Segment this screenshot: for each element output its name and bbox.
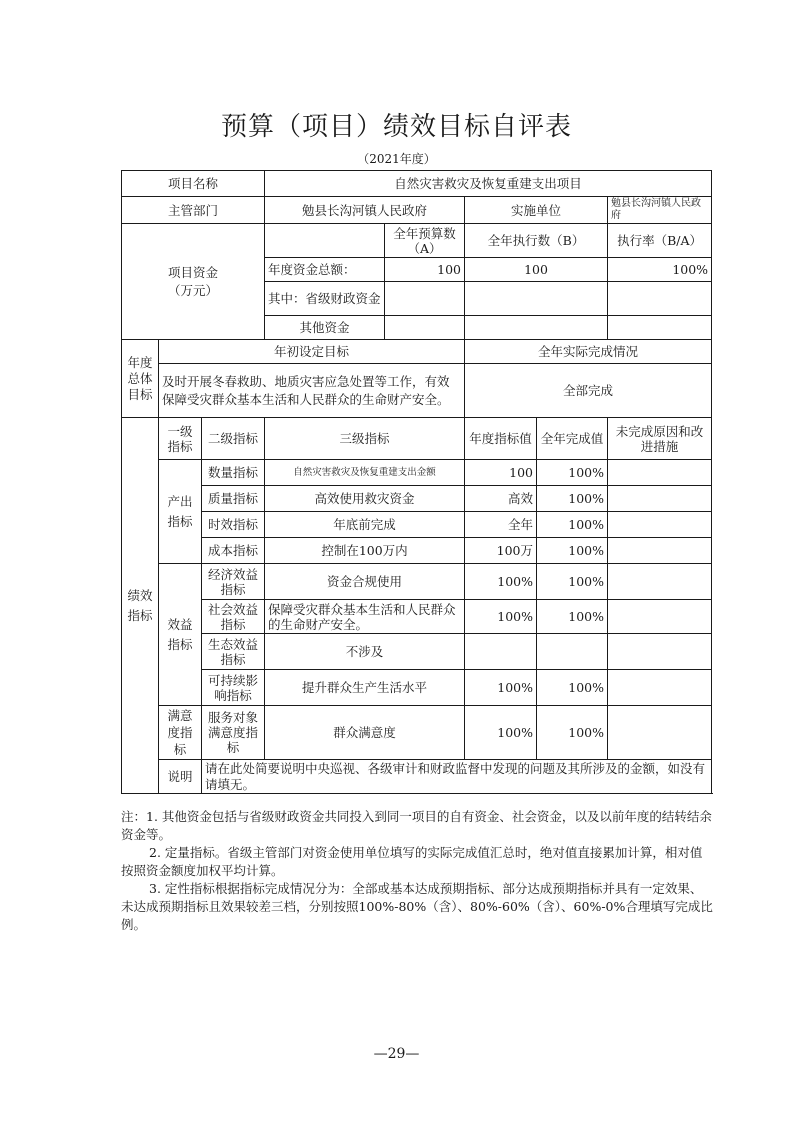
output-l3: 高效使用救灾资金	[265, 486, 465, 512]
row-explanation	[122, 760, 712, 794]
other-budget	[385, 316, 465, 340]
annual-set-header: 年初设定目标	[159, 340, 465, 364]
satisfaction-annual: 100%	[465, 706, 537, 760]
annual-goal-label: 年度总体目标	[122, 340, 159, 418]
output-reason	[608, 486, 712, 512]
other-rate	[608, 316, 712, 340]
table-row	[122, 486, 712, 512]
output-reason	[608, 512, 712, 538]
benefit-annual	[465, 634, 537, 670]
output-reason	[608, 460, 712, 486]
output-l3: 自然灾害救灾及恢复重建支出金额	[265, 460, 465, 486]
output-l3: 控制在100万内	[265, 538, 465, 564]
benefit-l3: 资金合规使用	[265, 564, 465, 600]
satisfaction-reason	[608, 706, 712, 760]
benefit-annual: 100%	[465, 600, 537, 634]
benefit-l3: 不涉及	[265, 634, 465, 670]
exec-header: 全年执行数（B）	[465, 224, 608, 258]
table-row	[122, 634, 712, 670]
output-l3: 年底前完成	[265, 512, 465, 538]
benefit-l2: 经济效益指标	[202, 564, 265, 600]
output-annual: 高效	[465, 486, 537, 512]
output-indicator-label: 产出指标	[159, 460, 202, 564]
note-2: 2. 定量指标。省级主管部门对资金使用单位填写的实际完成值汇总时，绝对值直接累加计算，相对值按照资金额度加权平均计算。	[121, 845, 703, 878]
impl-unit-value: 勉县长沟河镇人民政府	[608, 197, 712, 224]
explain-label: 说明	[159, 760, 202, 794]
table-row	[122, 512, 712, 538]
funds-blank	[265, 224, 385, 258]
indicator-section-label: 绩效指标	[122, 418, 159, 794]
output-actual: 100%	[537, 538, 608, 564]
table-row	[122, 600, 712, 634]
total-label: 年度资金总额：	[265, 258, 385, 282]
annual-actual-text: 全部完成	[465, 364, 712, 418]
evaluation-table	[121, 170, 712, 794]
satisfaction-indicator-label: 满意度指标	[159, 706, 202, 760]
output-annual: 100	[465, 460, 537, 486]
provincial-exec	[465, 282, 608, 316]
table-row	[122, 460, 712, 486]
rate-header: 执行率（B/A）	[608, 224, 712, 258]
benefit-actual	[537, 634, 608, 670]
total-budget: 100	[385, 258, 465, 282]
dept-label: 主管部门	[122, 197, 265, 224]
total-exec: 100	[465, 258, 608, 282]
benefit-reason	[608, 670, 712, 706]
annual-set-text: 及时开展冬春救助、地质灾害应急处置等工作，有效保障受灾群众基本生活和人民群众的生命财产安全。	[159, 364, 465, 418]
benefit-l2: 社会效益指标	[202, 600, 265, 634]
benefit-actual: 100%	[537, 564, 608, 600]
benefit-l2: 可持续影响指标	[202, 670, 265, 706]
project-name-label: 项目名称	[122, 171, 265, 197]
provincial-rate	[608, 282, 712, 316]
total-rate: 100%	[608, 258, 712, 282]
annual-value-header: 年度指标值	[465, 418, 537, 460]
satisfaction-l3: 群众满意度	[265, 706, 465, 760]
row-annual-content	[122, 364, 712, 418]
note-3: 3. 定性指标根据指标完成情况分为：全部或基本达成预期指标、部分达成预期指标并具有一定效果、未达成预期指标且效果较差三档，分别按照100%-80%（含）、80%-60%（含）、60%-0%合理填写完成比例。	[121, 881, 713, 932]
level1-header: 一级指标	[159, 418, 202, 460]
output-l2: 成本指标	[202, 538, 265, 564]
benefit-l3: 提升群众生产生活水平	[265, 670, 465, 706]
provincial-label: 其中：省级财政资金	[265, 282, 385, 316]
report-year: （2021年度）	[357, 152, 436, 166]
satisfaction-actual: 100%	[537, 706, 608, 760]
reason-header: 未完成原因和改进措施	[608, 418, 712, 460]
benefit-annual: 100%	[465, 564, 537, 600]
other-label: 其他资金	[265, 316, 385, 340]
benefit-reason	[608, 600, 712, 634]
row-project-name	[122, 171, 712, 197]
output-reason	[608, 538, 712, 564]
output-l2: 数量指标	[202, 460, 265, 486]
budget-header: 全年预算数（A）	[385, 224, 465, 258]
benefit-reason	[608, 634, 712, 670]
row-indicator-header	[122, 418, 712, 460]
level2-header: 二级指标	[202, 418, 265, 460]
satisfaction-l2: 服务对象满意度指标	[202, 706, 265, 760]
output-actual: 100%	[537, 460, 608, 486]
row-annual-header	[122, 340, 712, 364]
table-row	[122, 670, 712, 706]
output-annual: 全年	[465, 512, 537, 538]
table-row	[122, 564, 712, 600]
row-department	[122, 197, 712, 224]
other-exec	[465, 316, 608, 340]
benefit-annual: 100%	[465, 670, 537, 706]
benefit-reason	[608, 564, 712, 600]
output-actual: 100%	[537, 486, 608, 512]
benefit-actual: 100%	[537, 600, 608, 634]
output-annual: 100万	[465, 538, 537, 564]
benefit-l2: 生态效益指标	[202, 634, 265, 670]
table-row	[122, 706, 712, 760]
output-l2: 质量指标	[202, 486, 265, 512]
impl-unit-label: 实施单位	[465, 197, 608, 224]
page-title: 预算（项目）绩效目标自评表	[220, 112, 572, 142]
explain-text: 请在此处简要说明中央巡视、各级审计和财政监督中发现的问题及其所涉及的金额，如没有请填无。	[202, 760, 712, 794]
table-row	[122, 538, 712, 564]
footnotes	[121, 808, 713, 934]
annual-actual-header: 全年实际完成情况	[465, 340, 712, 364]
page-number: —29—	[373, 1046, 420, 1062]
output-actual: 100%	[537, 512, 608, 538]
output-l2: 时效指标	[202, 512, 265, 538]
level3-header: 三级指标	[265, 418, 465, 460]
provincial-budget	[385, 282, 465, 316]
dept-value: 勉县长沟河镇人民政府	[265, 197, 465, 224]
funds-label: 项目资金 （万元）	[122, 224, 265, 340]
row-funds-header	[122, 224, 712, 258]
benefit-l3: 保障受灾群众基本生活和人民群众的生命财产安全。	[265, 600, 465, 634]
benefit-actual: 100%	[537, 670, 608, 706]
project-name-value: 自然灾害救灾及恢复重建支出项目	[265, 171, 712, 197]
benefit-indicator-label: 效益指标	[159, 564, 202, 706]
note-1: 注：1. 其他资金包括与省级财政资金共同投入到同一项目的自有资金、社会资金，以及以前年度的结转结余资金等。	[121, 809, 712, 842]
actual-value-header: 全年完成值	[537, 418, 608, 460]
